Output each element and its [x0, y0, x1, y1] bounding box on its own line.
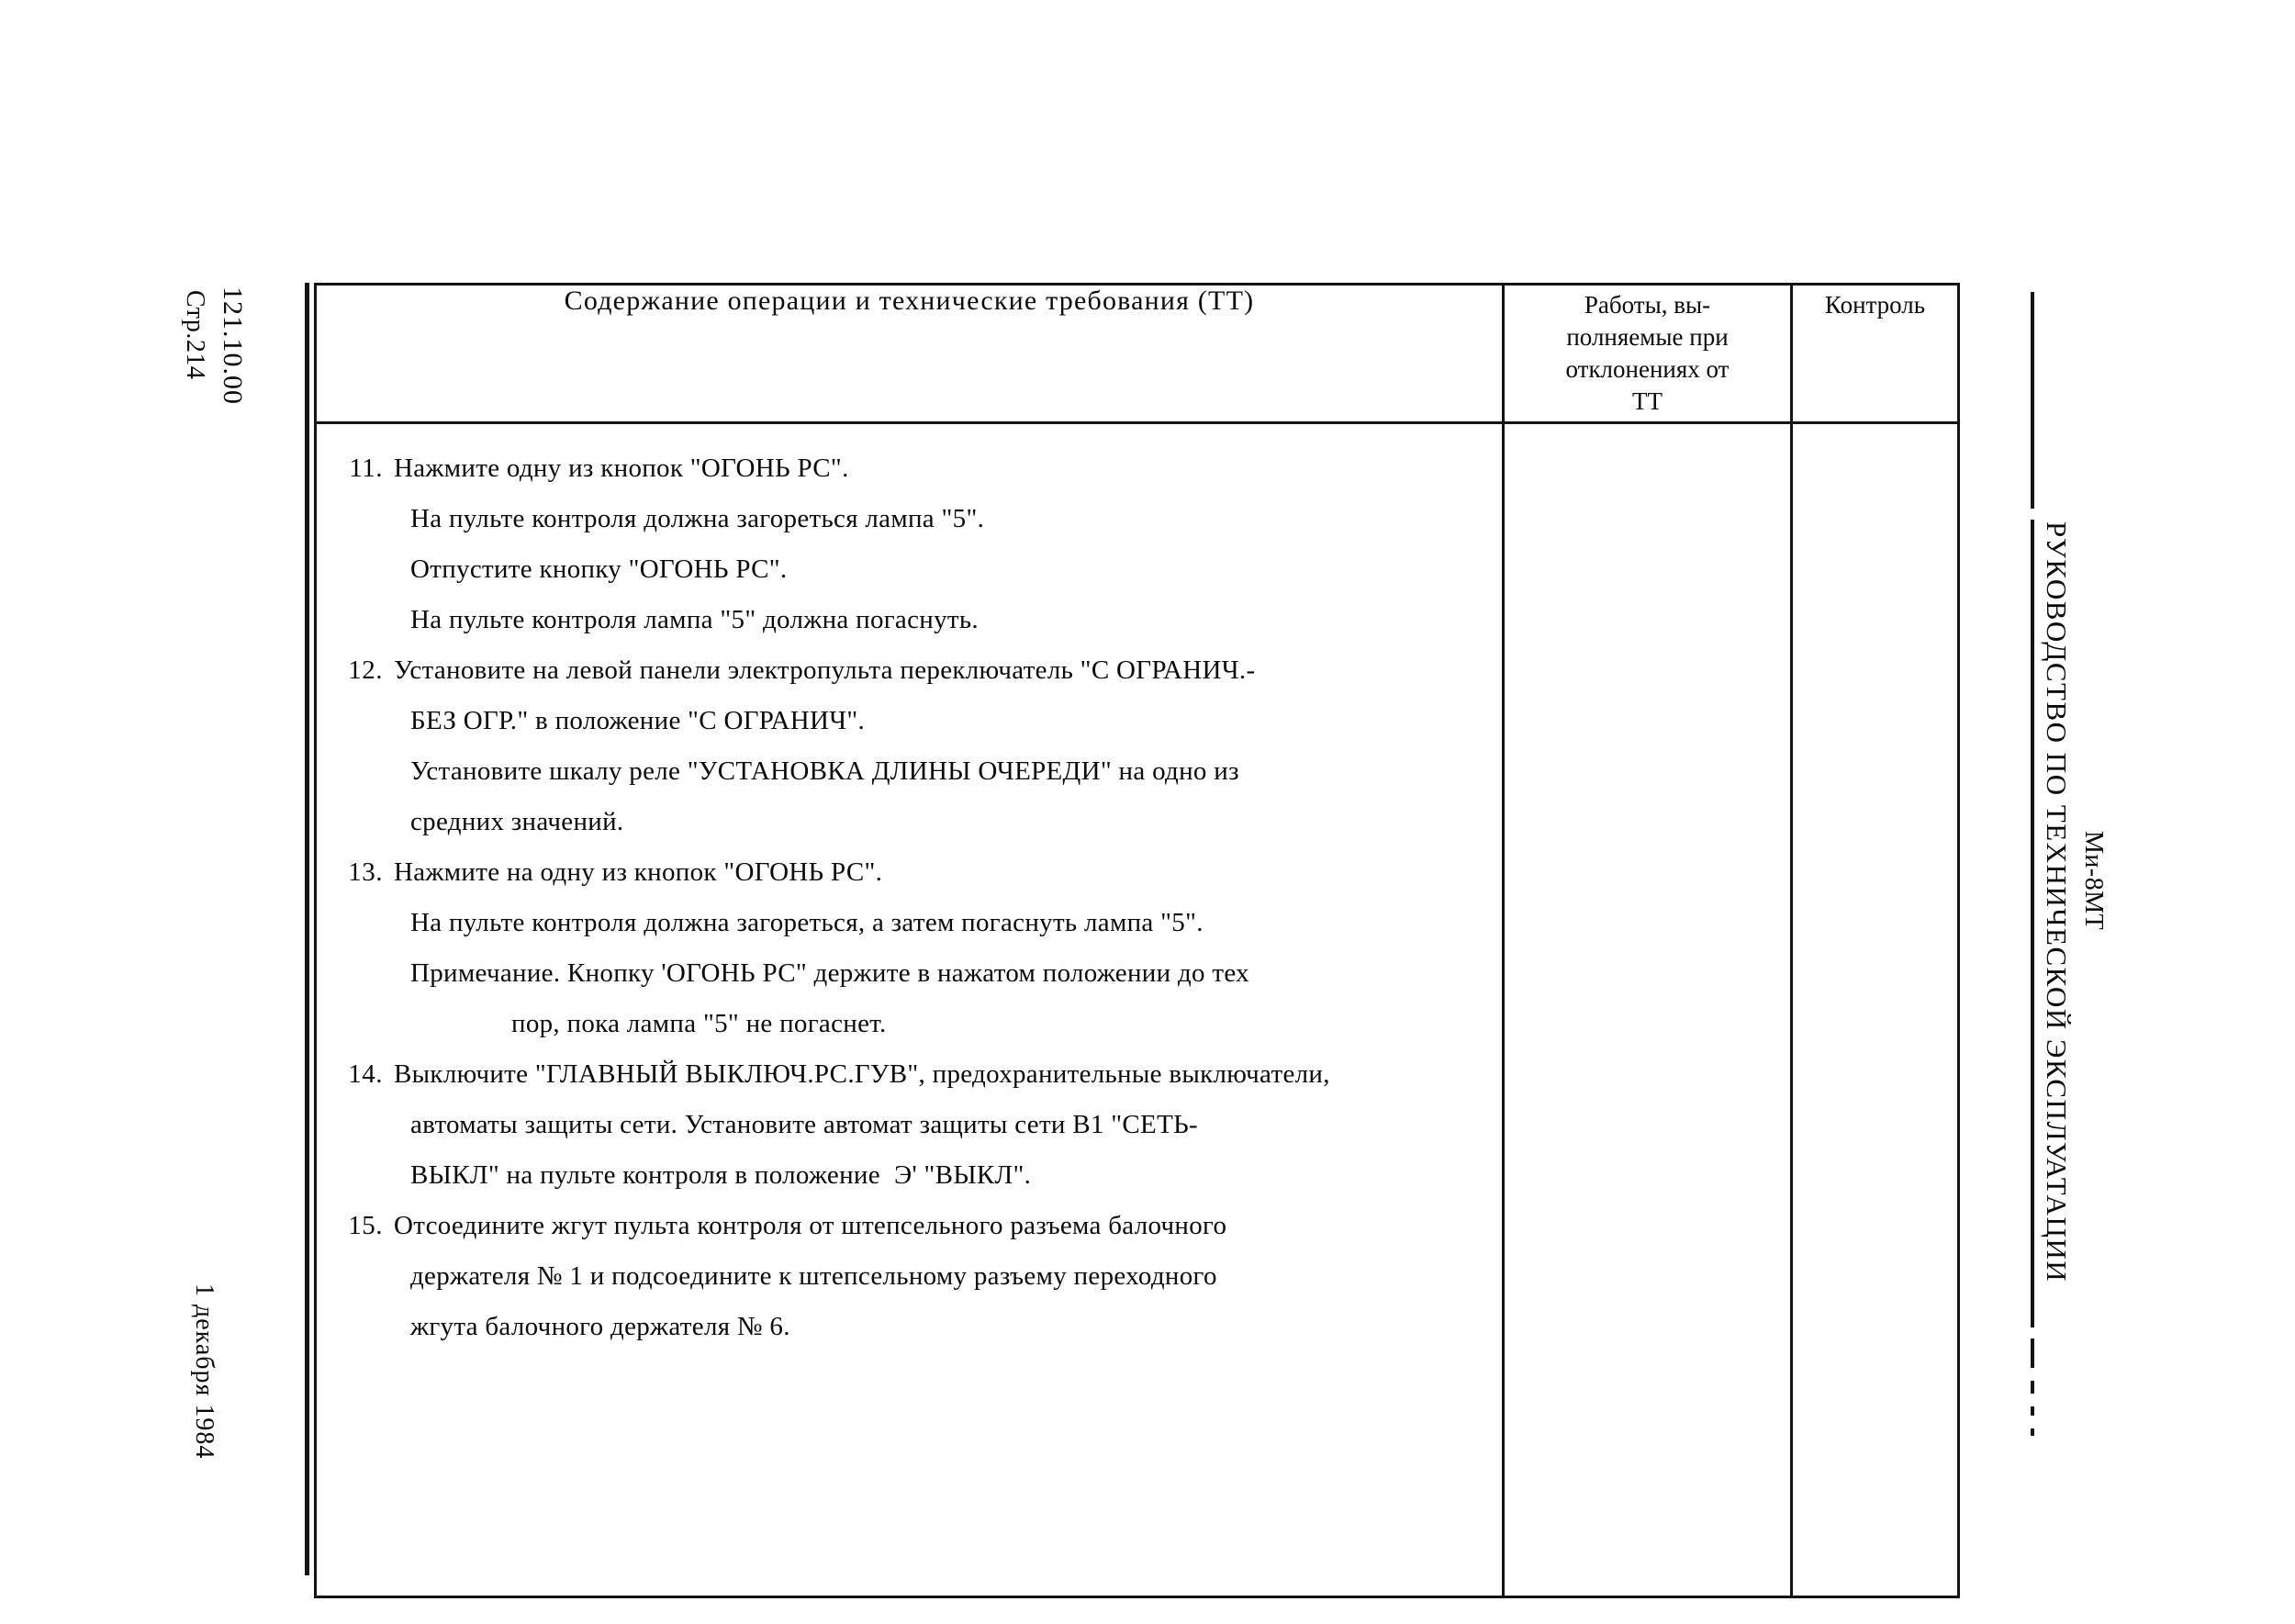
step-lines	[394, 1061, 1478, 1189]
column-header-operations	[316, 285, 1504, 423]
step-number: 11.	[349, 454, 383, 484]
margin-rule-segment	[2031, 1406, 2034, 1416]
step-lines	[394, 1213, 1478, 1340]
step-line: На пульте контроля должна загореться лампа "5".	[410, 504, 985, 534]
step-number: 15.	[348, 1211, 383, 1241]
step-item	[326, 657, 1478, 835]
page-number: Стр.214	[181, 290, 209, 380]
step-number: 14.	[348, 1059, 383, 1090]
column-header-control-label: Контроль	[1824, 291, 1926, 319]
step-line: Выключите "ГЛАВНЫЙ ВЫКЛЮЧ.РС.ГУВ", предохранительные выключатели,	[394, 1059, 1330, 1090]
step-line: Примечание. Кнопку 'ОГОНЬ РС" держите в нажатом положении до тех	[410, 958, 1249, 989]
step-line: держателя № 1 и подсоедините к штепсельному разъему переходного	[410, 1261, 1217, 1292]
step-line: ВЫКЛ" на пульте контроля в положение Э' "ВЫКЛ".	[410, 1160, 1032, 1191]
step-line: жгута балочного держателя № 6.	[410, 1312, 790, 1342]
column-header-operations-label: Содержание операции и технические требования (ТТ)	[564, 286, 1255, 316]
table-outer-left-rule	[305, 283, 309, 1575]
step-item	[326, 455, 1478, 633]
step-item	[326, 1061, 1478, 1189]
table-row	[316, 423, 1959, 1597]
document-code: 121.10.00	[218, 286, 248, 405]
step-line: пор, пока лампа "5" не погаснет.	[511, 1009, 887, 1039]
step-lines	[394, 455, 1478, 633]
aircraft-model: Ми-8МТ	[2079, 831, 2108, 931]
margin-rule-segment	[2031, 520, 2034, 1327]
step-line: средних значений.	[410, 807, 624, 837]
step-item	[326, 859, 1478, 1037]
step-number: 13.	[348, 857, 383, 888]
step-line: автоматы защиты сети. Установите автомат защиты сети В1 "СЕТЬ-	[410, 1110, 1198, 1140]
column-header-control	[1792, 285, 1959, 423]
document-date: 1 декабря 1984	[190, 1283, 218, 1460]
step-line: На пульте контроля должна загореться, а затем погаснуть лампа "5".	[410, 908, 1203, 938]
table-body	[316, 423, 1959, 1597]
step-line: Нажмите одну из кнопок "ОГОНЬ РС".	[394, 454, 849, 484]
manual-title: РУКОВОДСТВО ПО ТЕХНИЧЕСКОЙ ЭКСПЛУАТАЦИИ	[2041, 521, 2073, 1283]
column-header-deviations	[1504, 285, 1792, 423]
step-line: Отсоедините жгут пульта контроля от штепсельного разъема балочного	[394, 1211, 1227, 1241]
deviations-header-line-4: ТТ	[1632, 387, 1662, 416]
deviations-header-line-1: Работы, вы-	[1584, 291, 1711, 319]
step-item	[326, 1213, 1478, 1340]
deviations-header-line-3: отклонениях от	[1565, 355, 1730, 384]
margin-rule-segment	[2031, 1338, 2034, 1368]
control-cell	[1792, 423, 1959, 1597]
step-line: Установите шкалу реле "УСТАНОВКА ДЛИНЫ ОЧЕРЕДИ" на одно из	[410, 756, 1239, 787]
column-header-deviations-label	[1505, 286, 1790, 421]
step-lines	[394, 859, 1478, 1037]
steps-list	[317, 424, 1502, 1340]
deviations-header-line-2: полняемые при	[1566, 323, 1729, 352]
step-line: БЕЗ ОГР." в положение "С ОГРАНИЧ".	[410, 706, 866, 736]
step-line: На пульте контроля лампа "5" должна погаснуть.	[410, 605, 979, 635]
step-lines	[394, 657, 1478, 835]
deviations-cell	[1504, 423, 1792, 1597]
operations-table	[314, 283, 1960, 1598]
step-line: Установите на левой панели электропульта переключатель "С ОГРАНИЧ.-	[394, 655, 1256, 686]
margin-rule-segment	[2031, 1428, 2034, 1436]
operations-table-wrapper	[314, 283, 1957, 1575]
margin-rule-segment	[2031, 1381, 2034, 1394]
step-line: Отпустите кнопку "ОГОНЬ РС".	[410, 554, 788, 585]
table-header-row	[316, 285, 1959, 423]
operations-cell	[316, 423, 1504, 1597]
table-header	[316, 285, 1959, 423]
step-number: 12.	[348, 655, 383, 686]
margin-rule-segment	[2031, 292, 2034, 509]
step-line: Нажмите на одну из кнопок "ОГОНЬ РС".	[394, 857, 883, 888]
